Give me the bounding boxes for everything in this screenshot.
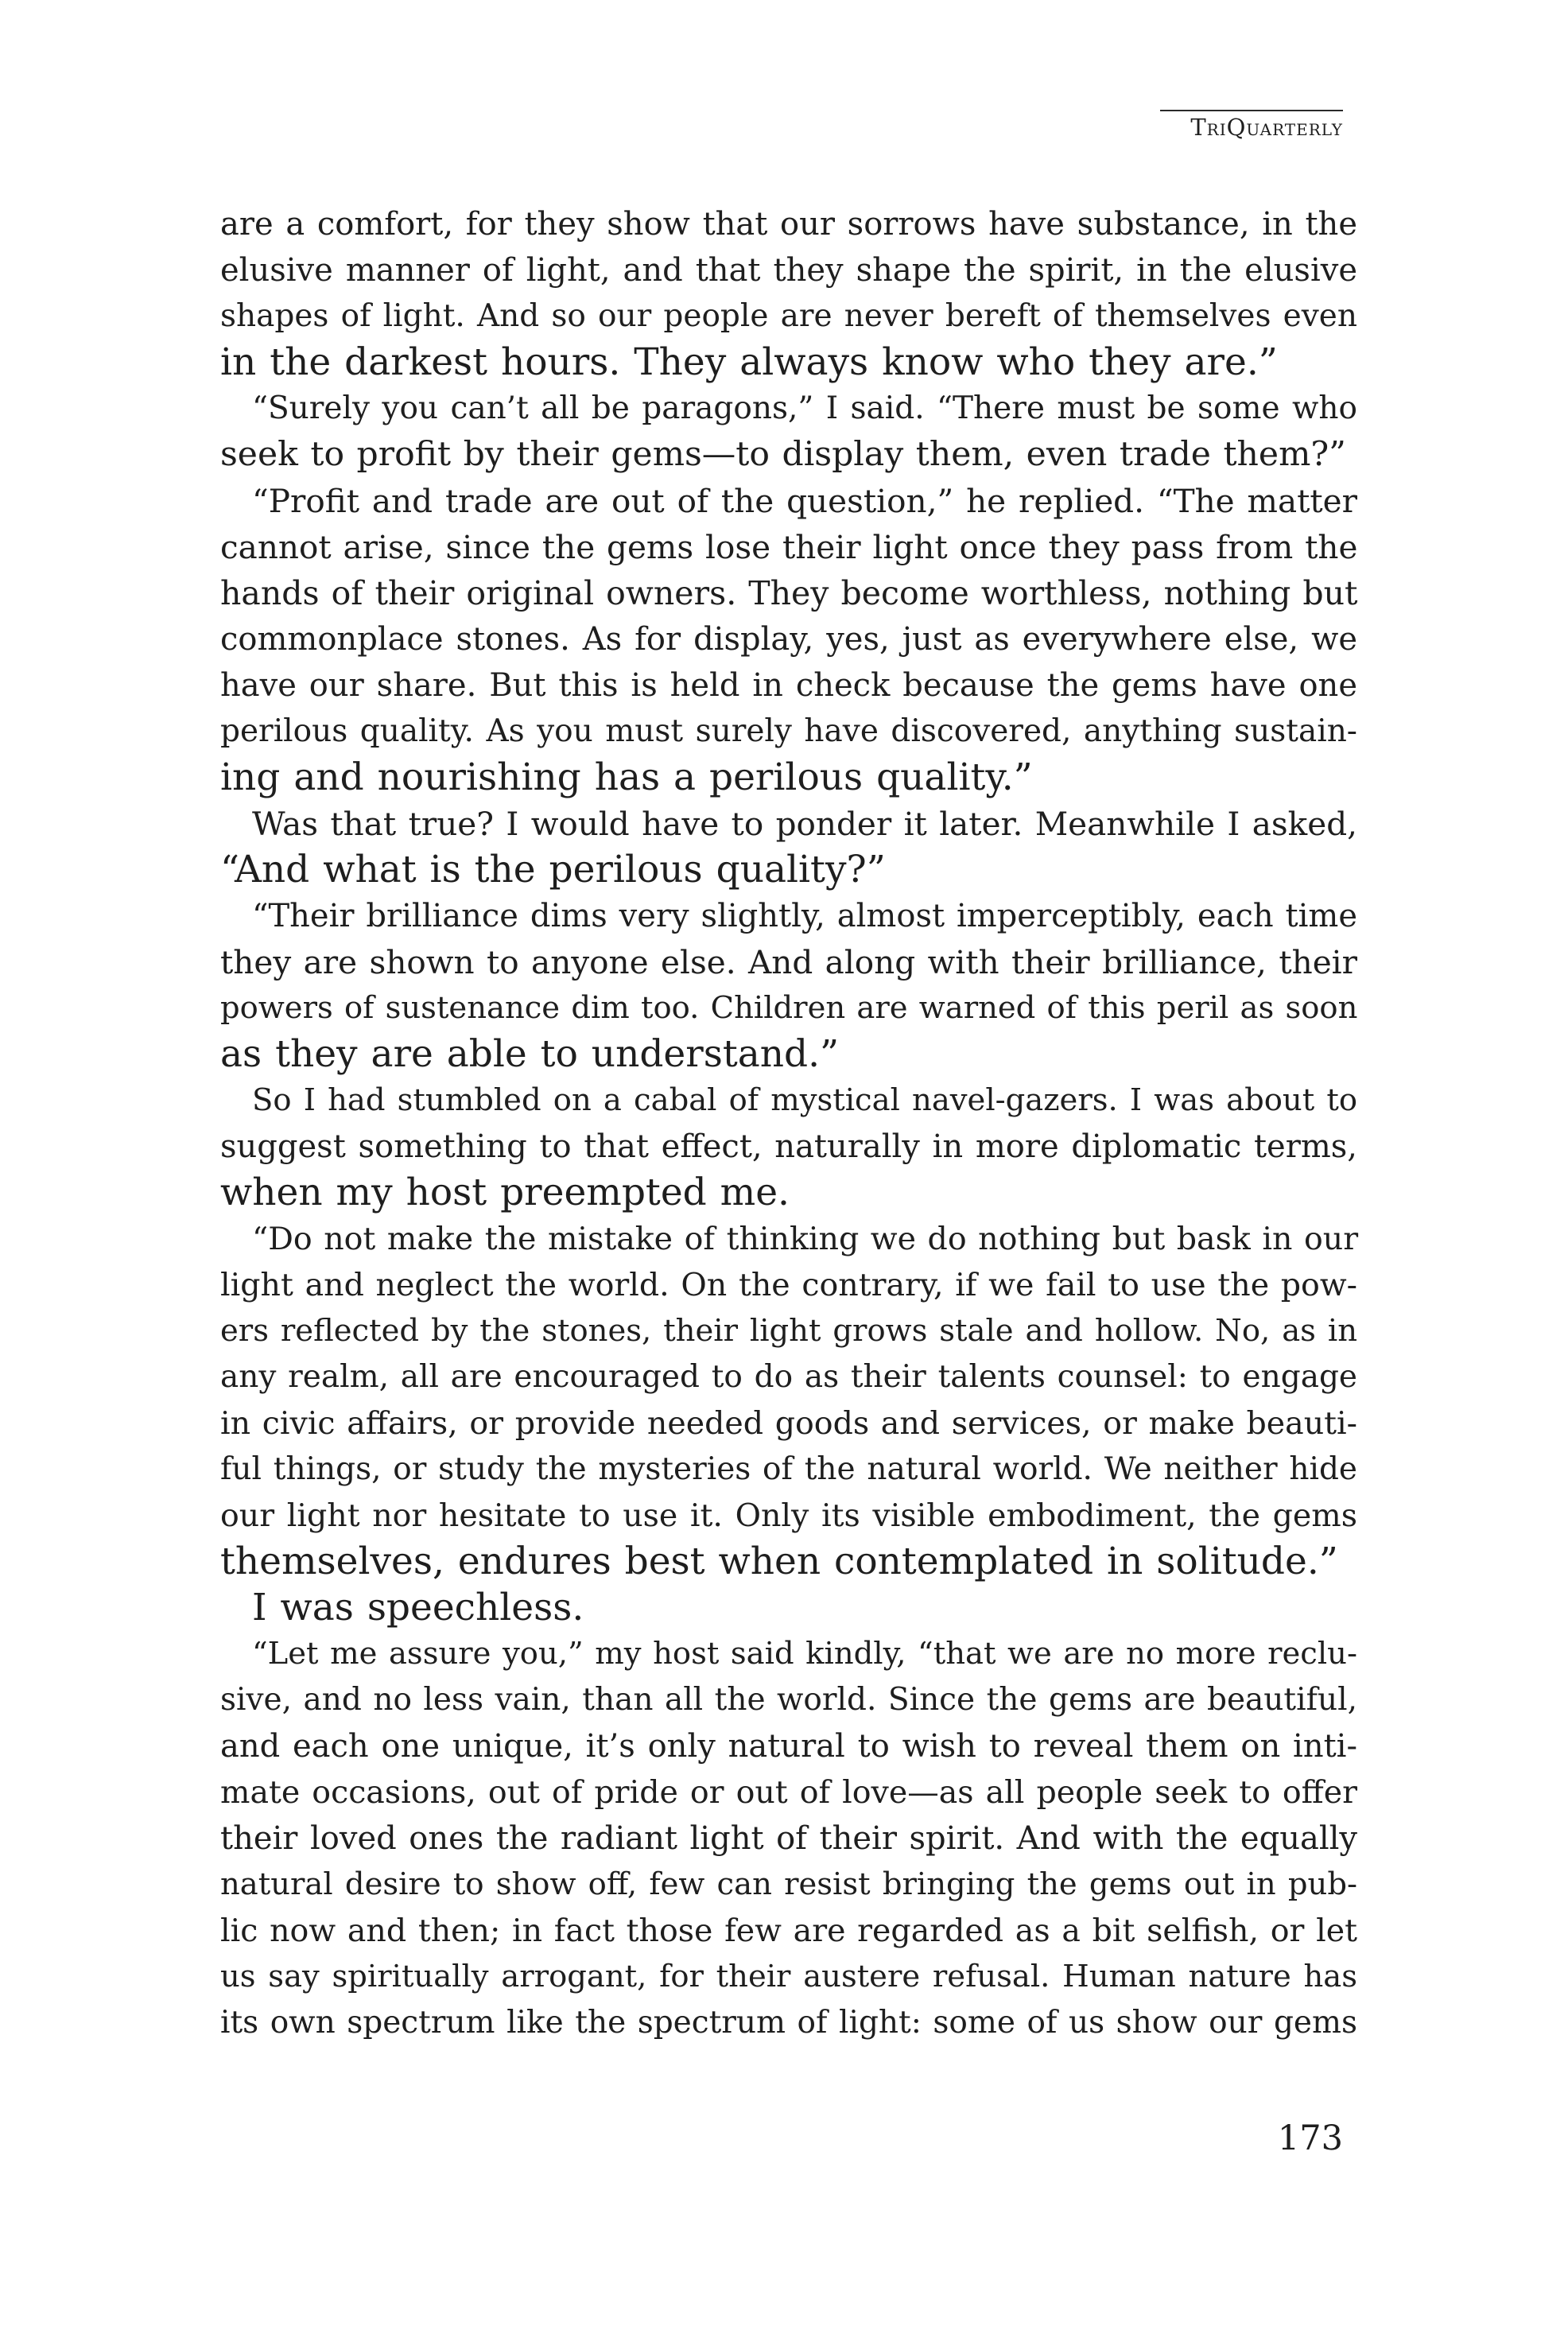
text-line: ing and nourishing has a perilous quality.” [220, 755, 1033, 799]
running-head: TriQuarterly [1190, 114, 1343, 141]
text-line: ful things, or study the mysteries of the natural world. We neither hide [220, 1451, 1357, 1487]
text-line: I was speechless. [252, 1586, 584, 1629]
text-line: “And what is the perilous quality?” [220, 848, 886, 891]
text-line: elusive manner of light, and that they shape the spirit, in the elusive [220, 252, 1357, 289]
text-line: perilous quality. As you must surely have discovered, anything sustain- [220, 713, 1357, 749]
text-line: lic now and then; in fact those few are regarded as a bit selfish, or let [220, 1913, 1357, 1949]
text-line: have our share. But this is held in check because the gems have one [220, 667, 1357, 704]
text-line: in civic affairs, or provide needed goods and services, or make beauti- [220, 1405, 1357, 1442]
page-number: 173 [1277, 2118, 1343, 2158]
text-line: “Let me assure you,” my host said kindly, “that we are no more reclu- [252, 1636, 1357, 1672]
text-line: “Their brilliance dims very slightly, almost imperceptibly, each time [252, 898, 1357, 934]
text-line: in the darkest hours. They always know who they are.” [220, 340, 1278, 384]
text-line: as they are able to understand.” [220, 1032, 840, 1076]
text-line: any realm, all are encouraged to do as their talents counsel: to engage [220, 1359, 1357, 1395]
text-line: its own spectrum like the spectrum of light: some of us show our gems [220, 2005, 1357, 2041]
text-line: they are shown to anyone else. And along with their brilliance, their [220, 943, 1357, 981]
text-line: sive, and no less vain, than all the world. Since the gems are beautiful, [220, 1682, 1357, 1718]
text-line: ers reflected by the stones, their light grows stale and hollow. No, as in [220, 1313, 1357, 1349]
text-line: So I had stumbled on a cabal of mystical navel-gazers. I was about to [252, 1082, 1357, 1118]
text-line: seek to profit by their gems—to display them, even trade them?” [220, 435, 1346, 474]
body-text [220, 201, 1357, 2046]
running-head-rule [1160, 110, 1343, 111]
text-line: are a comfort, for they show that our sorrows have substance, in the [220, 206, 1357, 243]
text-line: their loved ones the radiant light of their spirit. And with the equally [220, 1820, 1357, 1857]
text-line: “Profit and trade are out of the question,” he replied. “The matter [252, 482, 1357, 520]
text-line: us say spiritually arrogant, for their austere refusal. Human nature has [220, 1959, 1357, 1994]
text-line: natural desire to show off, few can resist bringing the gems out in pub- [220, 1866, 1357, 1902]
text-line: and each one unique, it’s only natural to wish to reveal them on inti- [220, 1728, 1357, 1765]
text-line: “Surely you can’t all be paragons,” I said. “There must be some who [252, 390, 1357, 426]
text-line: suggest something to that effect, naturally in more diplomatic terms, [220, 1128, 1357, 1165]
text-line: when my host preempted me. [220, 1171, 790, 1214]
text-line: our light nor hesitate to use it. Only its visible embodiment, the gems [220, 1497, 1357, 1534]
text-line: commonplace stones. As for display, yes, just as everywhere else, we [220, 621, 1357, 658]
text-line: powers of sustenance dim too. Children are warned of this peril as soon [220, 990, 1358, 1026]
text-line: shapes of light. And so our people are never bereft of themselves even [220, 298, 1357, 334]
text-line: “Do not make the mistake of thinking we do nothing but bask in our [252, 1221, 1359, 1257]
text-line: Was that true? I would have to ponder it later. Meanwhile I asked, [252, 805, 1357, 843]
text-line: hands of their original owners. They become worthless, nothing but [220, 574, 1358, 612]
text-line: cannot arise, since the gems lose their light once they pass from the [220, 528, 1358, 566]
text-line: themselves, endures best when contemplated in solitude.” [220, 1540, 1338, 1583]
text-line: mate occasions, out of pride or out of love—as all people seek to offer [220, 1774, 1357, 1811]
text-line: light and neglect the world. On the contrary, if we fail to use the pow- [220, 1267, 1357, 1303]
